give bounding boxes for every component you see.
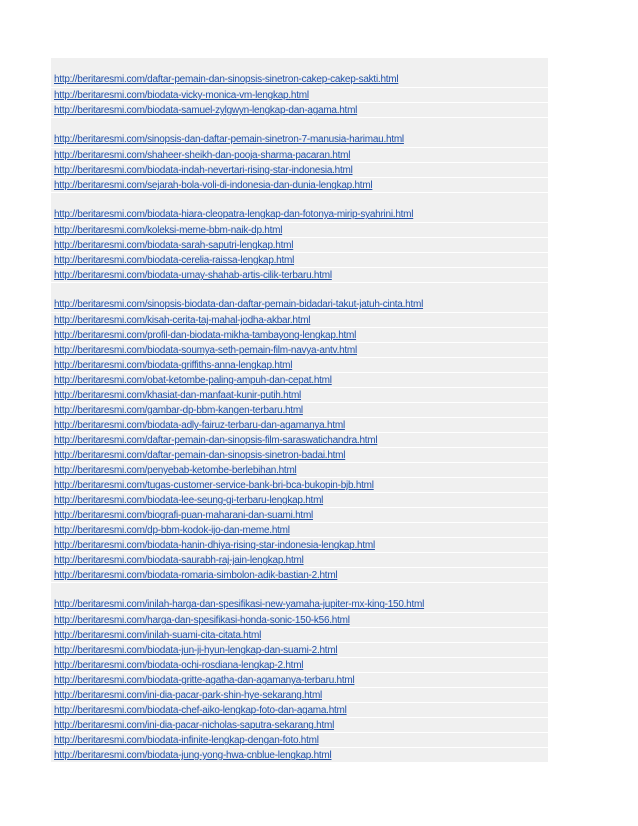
- url-link[interactable]: http://beritaresmi.com/biodata-sarah-saputri-lengkap.html: [54, 240, 294, 251]
- table-row: [51, 643, 548, 658]
- table-row: [51, 88, 548, 103]
- table-row: [51, 358, 548, 373]
- url-link[interactable]: http://beritaresmi.com/biodata-ochi-rosdiana-lengkap-2.html: [54, 660, 304, 671]
- table-row: [51, 328, 548, 343]
- url-link[interactable]: http://beritaresmi.com/biodata-umay-shahab-artis-cilik-terbaru.html: [54, 270, 332, 281]
- url-link[interactable]: http://beritaresmi.com/daftar-pemain-dan-sinopsis-sinetron-badai.html: [54, 450, 346, 461]
- table-row: [51, 223, 548, 238]
- url-link[interactable]: http://beritaresmi.com/ini-dia-pacar-nicholas-saputra-sekarang.html: [54, 720, 335, 731]
- url-link[interactable]: http://beritaresmi.com/biodata-jung-yong-hwa-cnblue-lengkap.html: [54, 750, 332, 761]
- url-link[interactable]: http://beritaresmi.com/biografi-puan-maharani-dan-suami.html: [54, 510, 314, 521]
- url-link[interactable]: http://beritaresmi.com/khasiat-dan-manfaat-kunir-putih.html: [54, 390, 302, 401]
- table-row: [51, 403, 548, 418]
- table-row: [51, 463, 548, 478]
- table-row: [51, 253, 548, 268]
- url-link[interactable]: http://beritaresmi.com/koleksi-meme-bbm-naik-dp.html: [54, 225, 283, 236]
- url-link[interactable]: http://beritaresmi.com/biodata-samuel-zylgwyn-lengkap-dan-agama.html: [54, 105, 358, 116]
- table-row: [51, 523, 548, 538]
- table-row: [51, 118, 548, 148]
- table-row: [51, 718, 548, 733]
- url-link[interactable]: http://beritaresmi.com/sinopsis-biodata-dan-daftar-pemain-bidadari-takut-jatuh-cinta.html: [54, 299, 424, 310]
- url-link[interactable]: http://beritaresmi.com/inilah-harga-dan-spesifikasi-new-yamaha-jupiter-mx-king-150.html: [54, 599, 425, 610]
- url-link[interactable]: http://beritaresmi.com/sejarah-bola-voli-di-indonesia-dan-dunia-lengkap.html: [54, 180, 373, 191]
- url-link[interactable]: http://beritaresmi.com/obat-ketombe-paling-ampuh-dan-cepat.html: [54, 375, 332, 386]
- table-row: [51, 583, 548, 613]
- url-link[interactable]: http://beritaresmi.com/biodata-griffiths-anna-lengkap.html: [54, 360, 293, 371]
- url-link[interactable]: http://beritaresmi.com/gambar-dp-bbm-kangen-terbaru.html: [54, 405, 303, 416]
- table-row: [51, 538, 548, 553]
- table-row: [51, 493, 548, 508]
- table-row: [51, 688, 548, 703]
- table-row: [51, 388, 548, 403]
- table-row: [51, 703, 548, 718]
- url-link[interactable]: http://beritaresmi.com/biodata-hanin-dhiya-rising-star-indonesia-lengkap.html: [54, 540, 375, 551]
- table-row: [51, 613, 548, 628]
- table-row: [51, 313, 548, 328]
- url-link[interactable]: http://beritaresmi.com/biodata-gritte-agatha-dan-agamanya-terbaru.html: [54, 675, 355, 686]
- url-link[interactable]: http://beritaresmi.com/biodata-romaria-simbolon-adik-bastian-2.html: [54, 570, 338, 581]
- table-row: [51, 238, 548, 253]
- url-link[interactable]: http://beritaresmi.com/biodata-soumya-seth-pemain-film-navya-antv.html: [54, 345, 357, 356]
- url-link[interactable]: http://beritaresmi.com/ini-dia-pacar-park-shin-hye-sekarang.html: [54, 690, 322, 701]
- url-link[interactable]: http://beritaresmi.com/biodata-jun-ji-hyun-lengkap-dan-suami-2.html: [54, 645, 338, 656]
- table-row: [51, 268, 548, 283]
- table-row: [51, 553, 548, 568]
- table-row: [51, 418, 548, 433]
- table-row: [51, 733, 548, 748]
- table-row: [51, 628, 548, 643]
- url-link[interactable]: http://beritaresmi.com/inilah-suami-cita-citata.html: [54, 630, 262, 641]
- table-row: [51, 508, 548, 523]
- url-link[interactable]: http://beritaresmi.com/biodata-chef-aiko-lengkap-foto-dan-agama.html: [54, 705, 347, 716]
- table-row: [51, 148, 548, 163]
- table-row: [51, 568, 548, 583]
- table-row: [51, 343, 548, 358]
- table-row: [51, 373, 548, 388]
- table-row: [51, 58, 548, 88]
- table-row: [51, 283, 548, 313]
- url-link[interactable]: http://beritaresmi.com/daftar-pemain-dan-sinopsis-film-saraswatichandra.html: [54, 435, 378, 446]
- table-row: [51, 448, 548, 463]
- url-link[interactable]: http://beritaresmi.com/tugas-customer-service-bank-bri-bca-bukopin-bjb.html: [54, 480, 374, 491]
- url-link[interactable]: http://beritaresmi.com/daftar-pemain-dan-sinopsis-sinetron-cakep-cakep-sakti.html: [54, 74, 399, 85]
- table-row: [51, 103, 548, 118]
- table-row: [51, 178, 548, 193]
- url-link[interactable]: http://beritaresmi.com/penyebab-ketombe-berlebihan.html: [54, 465, 297, 476]
- url-link[interactable]: http://beritaresmi.com/biodata-cerelia-raissa-lengkap.html: [54, 255, 295, 266]
- table-row: [51, 433, 548, 448]
- url-link[interactable]: http://beritaresmi.com/biodata-saurabh-raj-jain-lengkap.html: [54, 555, 304, 566]
- table-row: [51, 673, 548, 688]
- table-row: [51, 748, 548, 763]
- url-link[interactable]: http://beritaresmi.com/biodata-adly-fairuz-terbaru-dan-agamanya.html: [54, 420, 345, 431]
- url-link[interactable]: http://beritaresmi.com/sinopsis-dan-daftar-pemain-sinetron-7-manusia-harimau.html: [54, 134, 404, 145]
- url-link[interactable]: http://beritaresmi.com/biodata-indah-nevertari-rising-star-indonesia.html: [54, 165, 353, 176]
- url-link[interactable]: http://beritaresmi.com/profil-dan-biodata-mikha-tambayong-lengkap.html: [54, 330, 357, 341]
- url-link[interactable]: http://beritaresmi.com/biodata-infinite-lengkap-dengan-foto.html: [54, 735, 319, 746]
- url-link[interactable]: http://beritaresmi.com/biodata-vicky-monica-vm-lengkap.html: [54, 90, 309, 101]
- table-row: [51, 478, 548, 493]
- url-link[interactable]: http://beritaresmi.com/shaheer-sheikh-dan-pooja-sharma-pacaran.html: [54, 150, 351, 161]
- table-row: [51, 163, 548, 178]
- table-row: [51, 658, 548, 673]
- url-link[interactable]: http://beritaresmi.com/dp-bbm-kodok-ijo-dan-meme.html: [54, 525, 290, 536]
- table-row: [51, 193, 548, 223]
- url-link[interactable]: http://beritaresmi.com/biodata-lee-seung-gi-terbaru-lengkap.html: [54, 495, 324, 506]
- url-link[interactable]: http://beritaresmi.com/harga-dan-spesifikasi-honda-sonic-150-k56.html: [54, 615, 350, 626]
- url-link[interactable]: http://beritaresmi.com/kisah-cerita-taj-mahal-jodha-akbar.html: [54, 315, 311, 326]
- link-table: [51, 58, 548, 763]
- url-link[interactable]: http://beritaresmi.com/biodata-hiara-cleopatra-lengkap-dan-fotonya-mirip-syahrini.html: [54, 209, 414, 220]
